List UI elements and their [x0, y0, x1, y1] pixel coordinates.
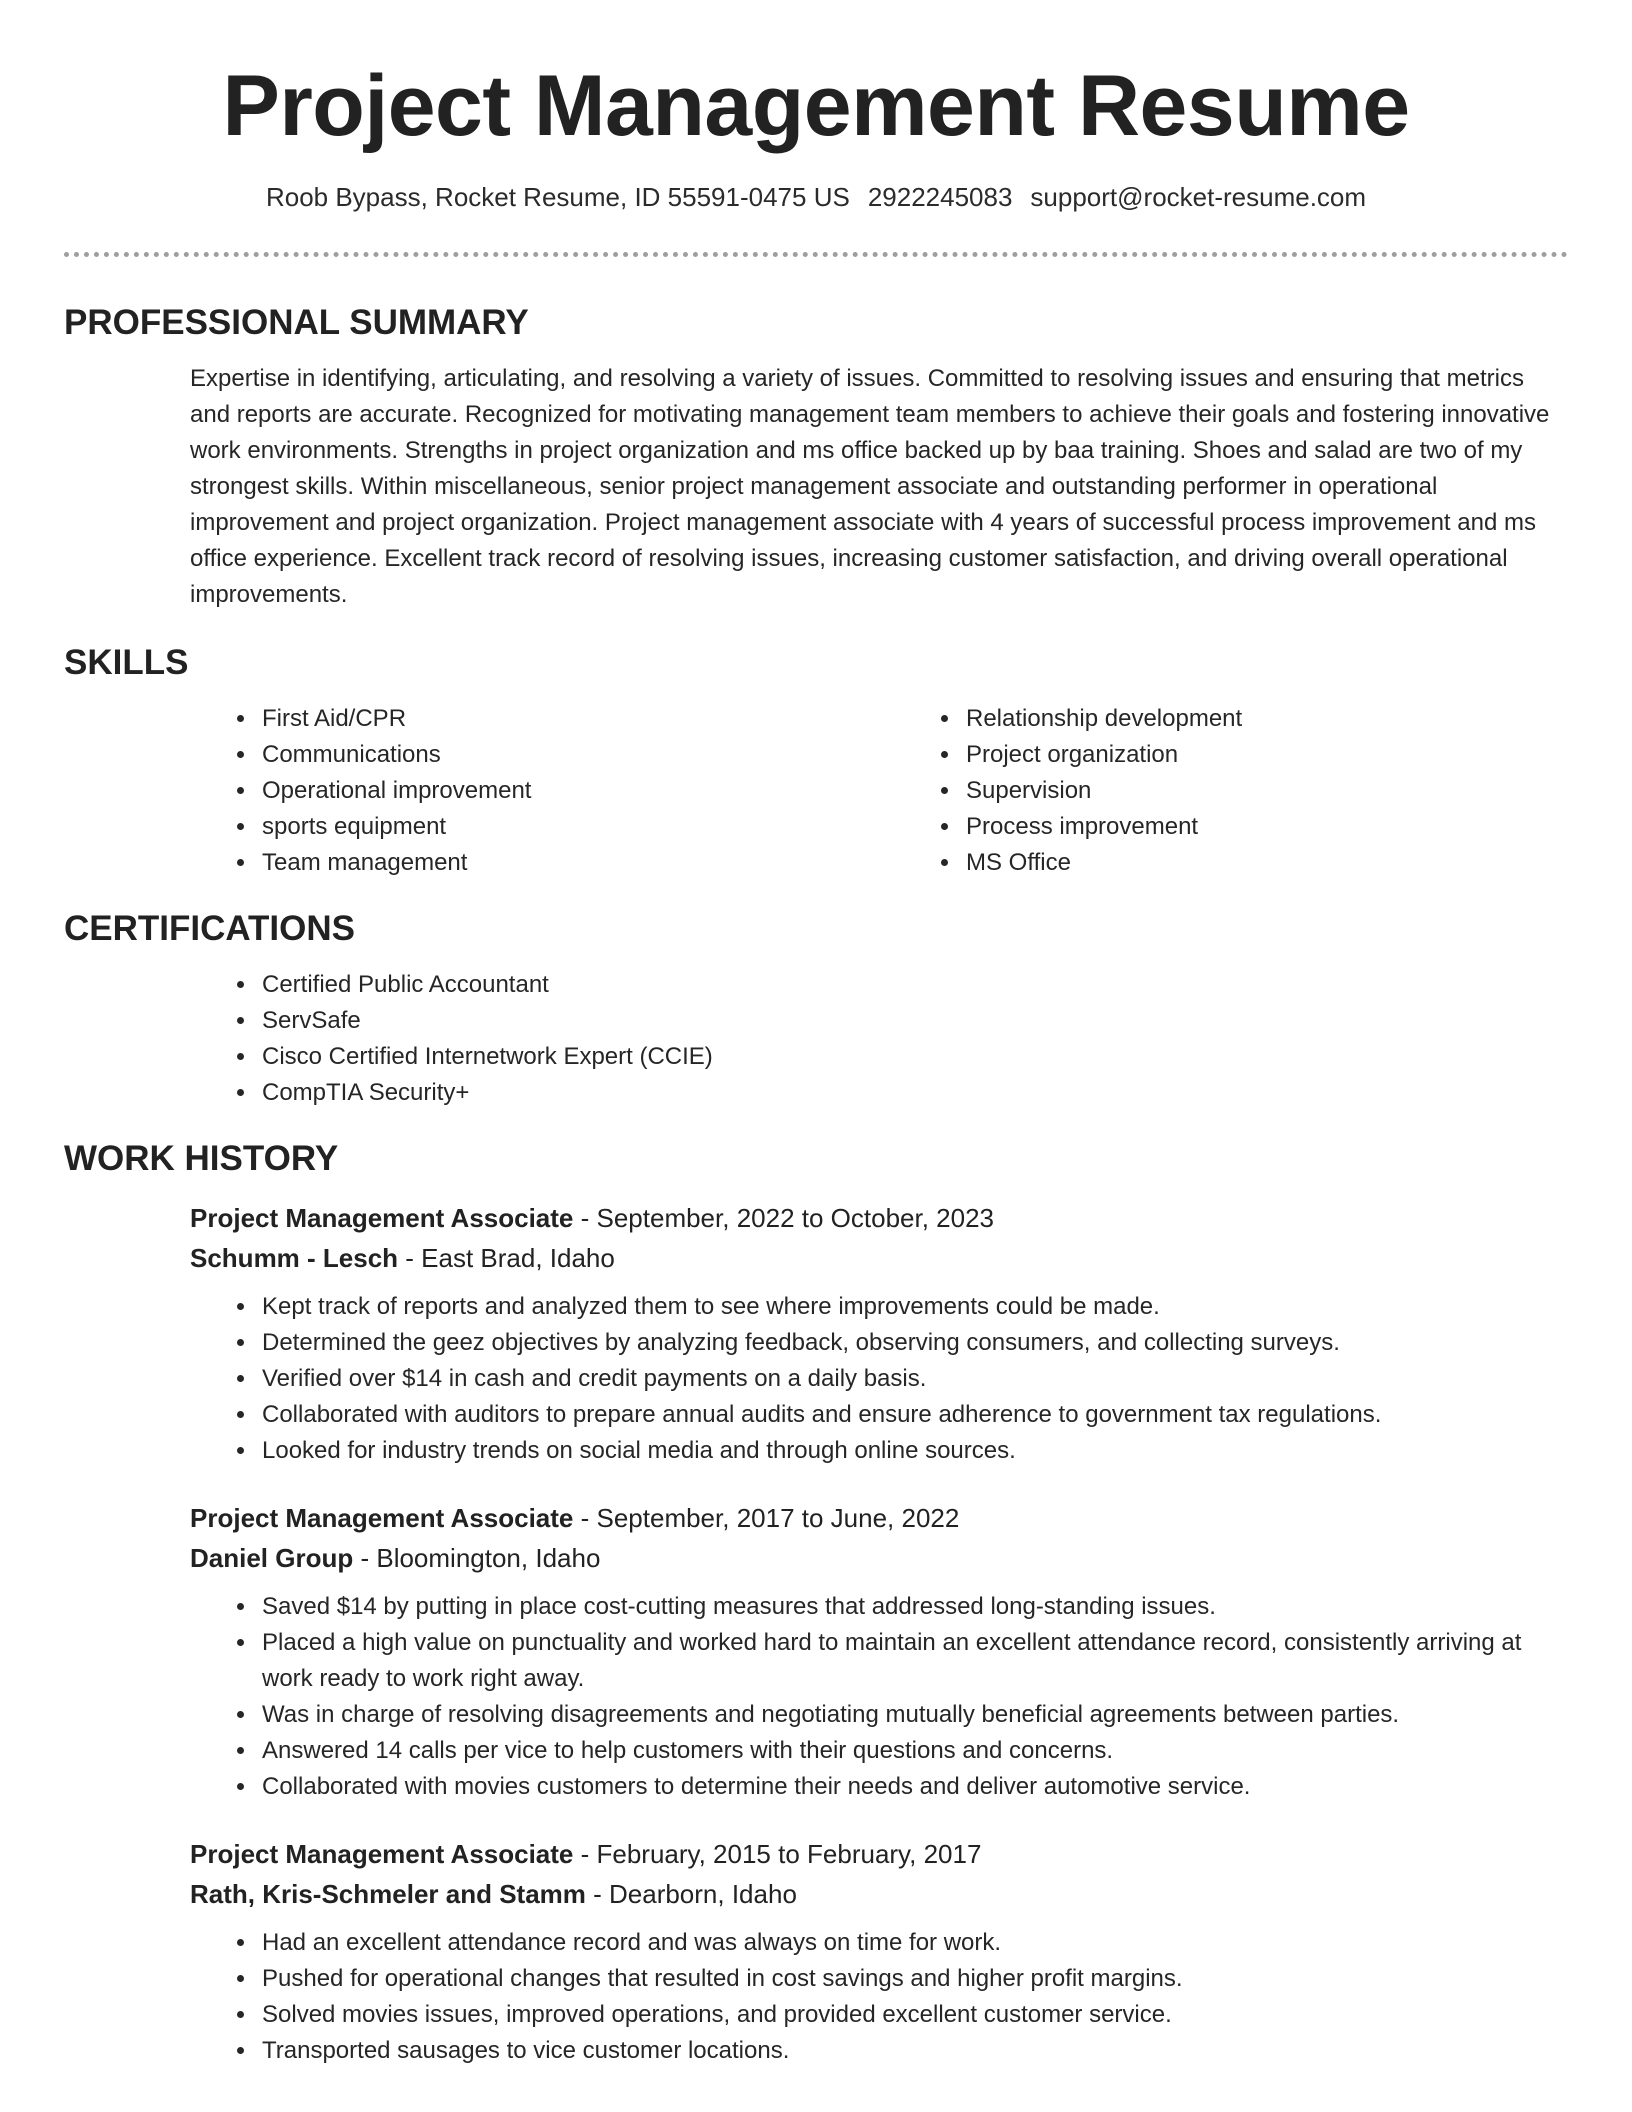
job-title: Project Management Associate: [190, 1839, 574, 1869]
job-dates: - February, 2015 to February, 2017: [573, 1839, 982, 1869]
skills-list-left: [234, 701, 938, 881]
job-title-line: [190, 1199, 1568, 1237]
skill-item: • Team management: [258, 845, 938, 881]
certification-item: • Cisco Certified Internetwork Expert (CCIE): [258, 1039, 1568, 1075]
job-title-line: [190, 1499, 1568, 1537]
skill-item: • sports equipment: [258, 809, 938, 845]
job-title: Project Management Associate: [190, 1503, 574, 1533]
section-title-summary: PROFESSIONAL SUMMARY: [64, 303, 529, 342]
job-company: Daniel Group: [190, 1543, 354, 1573]
job-company: Schumm - Lesch: [190, 1243, 399, 1273]
job-dates: - September, 2022 to October, 2023: [573, 1203, 994, 1233]
job-bullet: • Collaborated with movies customers to determine their needs and deliver automotive service.: [258, 1769, 1568, 1805]
skill-item: • Operational improvement: [258, 773, 938, 809]
job-title: Project Management Associate: [190, 1203, 574, 1233]
certifications-list: [234, 967, 1568, 1111]
skills-list-right: [938, 701, 1242, 881]
job-company: Rath, Kris-Schmeler and Stamm: [190, 1879, 586, 1909]
job-bullet: • Verified over $14 in cash and credit payments on a daily basis.: [258, 1361, 1568, 1397]
skill-item: • MS Office: [962, 845, 1242, 881]
skill-item: • First Aid/CPR: [258, 701, 938, 737]
job-bullet: • Had an excellent attendance record and was always on time for work.: [258, 1925, 1568, 1961]
job-dates: - September, 2017 to June, 2022: [573, 1503, 960, 1533]
contact-email: support@rocket-resume.com: [1030, 182, 1367, 212]
job-company-line: [190, 1539, 1568, 1577]
job-company-line: [190, 1239, 1568, 1277]
job-bullet: • Placed a high value on punctuality and worked hard to maintain an excellent attendance record, consistently arriving at work ready to work right away.: [258, 1625, 1568, 1697]
job-entry: [190, 1199, 1568, 1469]
job-bullets: [234, 1589, 1568, 1805]
job-entry: [190, 1835, 1568, 2069]
certification-item: • ServSafe: [258, 1003, 1568, 1039]
certification-item: • CompTIA Security+: [258, 1075, 1568, 1111]
skill-item: • Process improvement: [962, 809, 1242, 845]
resume-title: Project Management Resume: [222, 58, 1410, 154]
header-divider: [64, 252, 1568, 257]
skill-item: • Supervision: [962, 773, 1242, 809]
job-company-line: [190, 1875, 1568, 1913]
job-bullet: • Saved $14 by putting in place cost-cutting measures that addressed long-standing issues.: [258, 1589, 1568, 1625]
summary-text: Expertise in identifying, articulating, and resolving a variety of issues. Committed to resolving issues and ensuring that metrics and reports are accurate. Recognized for motivating management team members to achieve their goals and fostering innovative work environments. Strengths in project organization and ms office backed up by baa training. Shoes and salad are two of my strongest skills. Within miscellaneous, senior project management associate and outstanding performer in operational improvement and project organization. Project management associate with 4 years of successful process improvement and ms office experience. Excellent track record of resolving issues, increasing customer satisfaction, and driving overall operational improvements.: [190, 365, 1550, 608]
job-bullet: • Was in charge of resolving disagreements and negotiating mutually beneficial agreements between parties.: [258, 1697, 1568, 1733]
job-location: - Bloomington, Idaho: [353, 1543, 601, 1573]
job-location: - East Brad, Idaho: [398, 1243, 615, 1273]
job-bullet: • Kept track of reports and analyzed them to see where improvements could be made.: [258, 1289, 1568, 1325]
contact-line: [64, 180, 1568, 214]
job-bullet: • Determined the geez objectives by analyzing feedback, observing consumers, and collecting surveys.: [258, 1325, 1568, 1361]
job-bullet: • Solved movies issues, improved operations, and provided excellent customer service.: [258, 1997, 1568, 2033]
skill-item: • Relationship development: [962, 701, 1242, 737]
skill-item: • Communications: [258, 737, 938, 773]
section-title-skills: SKILLS: [64, 643, 189, 682]
job-bullet: • Answered 14 calls per vice to help customers with their questions and concerns.: [258, 1733, 1568, 1769]
section-title-certifications: CERTIFICATIONS: [64, 909, 356, 948]
contact-address: Roob Bypass, Rocket Resume, ID 55591-0475 US: [265, 182, 850, 212]
job-bullet: • Pushed for operational changes that resulted in cost savings and higher profit margins.: [258, 1961, 1568, 1997]
job-entry: [190, 1499, 1568, 1805]
job-bullets: [234, 1925, 1568, 2069]
skills-grid: [64, 701, 1568, 881]
certification-item: • Certified Public Accountant: [258, 967, 1568, 1003]
skill-item: • Project organization: [962, 737, 1242, 773]
section-title-work-history: WORK HISTORY: [64, 1139, 339, 1178]
job-bullet: • Looked for industry trends on social media and through online sources.: [258, 1433, 1568, 1469]
contact-phone: 2922245083: [867, 182, 1013, 212]
job-bullets: [234, 1289, 1568, 1469]
job-location: - Dearborn, Idaho: [585, 1879, 797, 1909]
job-title-line: [190, 1835, 1568, 1873]
job-bullet: • Collaborated with auditors to prepare annual audits and ensure adherence to government tax regulations.: [258, 1397, 1568, 1433]
job-bullet: • Transported sausages to vice customer locations.: [258, 2033, 1568, 2069]
